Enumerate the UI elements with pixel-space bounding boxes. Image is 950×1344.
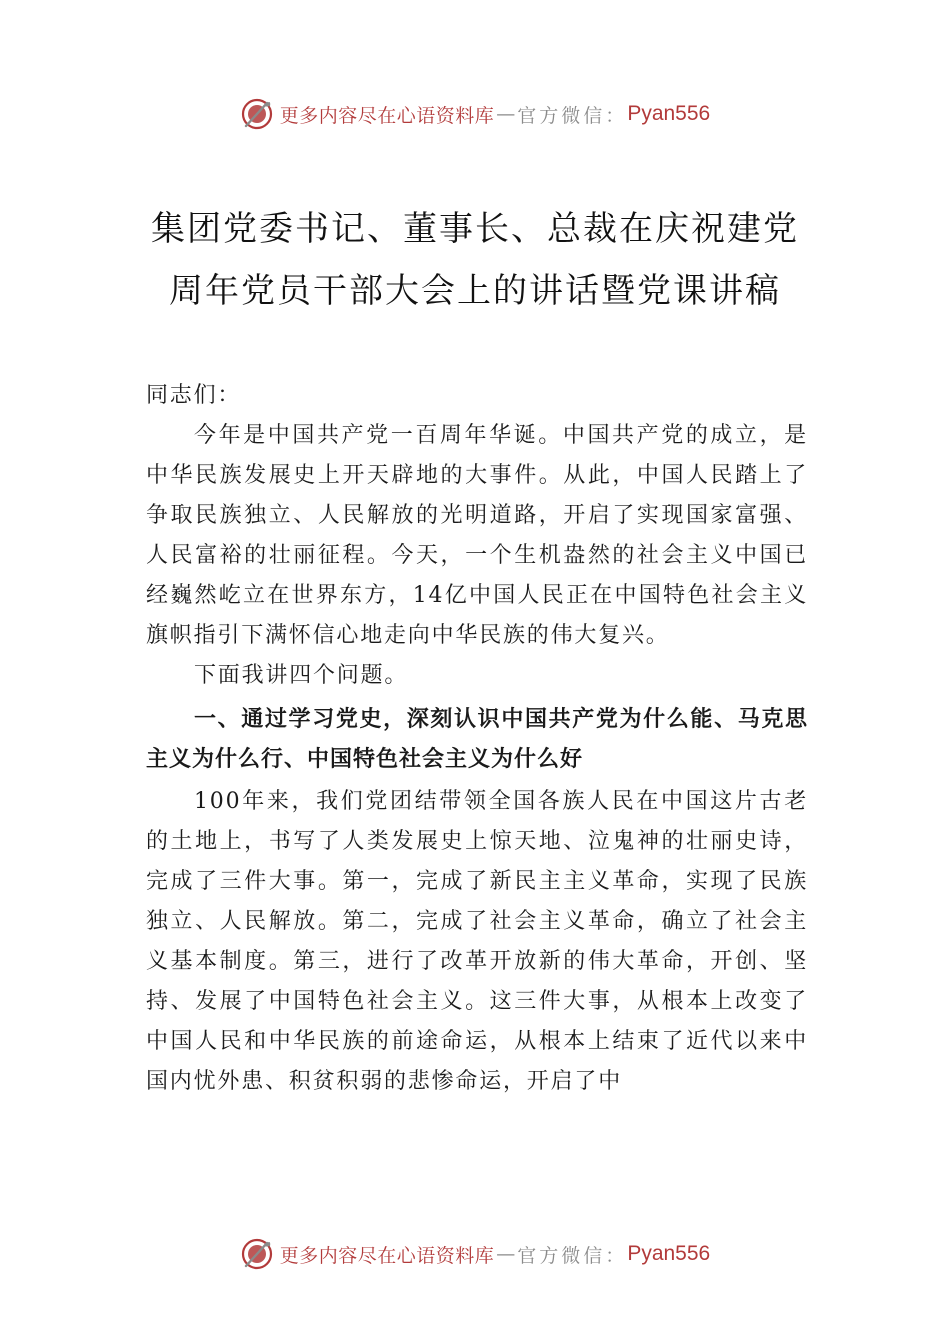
- salutation: 同志们：: [146, 383, 242, 408]
- section-paragraph: 100年来，我们党团结带领全国各族人民在中国这片古老的土地上，书写了人类发展史上惊天地、泣鬼神的壮丽史诗，完成了三件大事。第一，完成了新民主主义革命，实现了民族独立、人民解放。第二，完成了社会主义革命，确立了社会主义基本制度。第三，进行了改革开放新的伟大革命，开创、坚持、发展了中国特色社会主义。这三件大事，从根本上改变了中国人民和中华民族的前途命运，从根本上结束了近代以来中国内忧外患、积贫积弱的悲惨命运，开启了中: [146, 789, 808, 1094]
- intro-paragraph: 今年是中国共产党一百周年华诞。中国共产党的成立，是中华民族发展史上开天辟地的大事件。从此，中国人民踏上了争取民族独立、人民解放的光明道路，开启了实现国家富强、人民富裕的壮丽征程。今天，一个生机盎然的社会主义中国已经巍然屹立在世界东方，14亿中国人民正在中国特色社会主义旗帜指引下满怀信心地走向中华民族的伟大复兴。: [146, 423, 808, 648]
- section-heading: 一、通过学习党史，深刻认识中国共产党为什么能、马克思主义为什么行、中国特色社会主义为什么好: [146, 707, 808, 772]
- document-body: [146, 376, 808, 1102]
- banner-wechat-id: Pyan556: [627, 102, 711, 125]
- banner-separator: —: [496, 103, 516, 125]
- banner-wechat-id: Pyan556: [627, 1242, 711, 1265]
- header-watermark-banner: [0, 94, 950, 134]
- outline-paragraph: 下面我讲四个问题。: [194, 663, 409, 688]
- banner-label: 官方微信：: [517, 104, 628, 127]
- document-title: [110, 198, 840, 322]
- banner-separator: —: [496, 1243, 516, 1265]
- title-line-2: 周年党员干部大会上的讲话暨党课讲稿: [169, 271, 781, 311]
- quill-seal-icon: [240, 1237, 274, 1271]
- title-line-1: 集团党委书记、董事长、总裁在庆祝建党: [151, 209, 799, 249]
- quill-seal-icon: [240, 97, 274, 131]
- banner-main-text: 更多内容尽在心语资料库: [279, 104, 495, 127]
- banner-label: 官方微信：: [517, 1244, 628, 1267]
- banner-main-text: 更多内容尽在心语资料库: [279, 1244, 495, 1267]
- footer-watermark-banner: [0, 1234, 950, 1274]
